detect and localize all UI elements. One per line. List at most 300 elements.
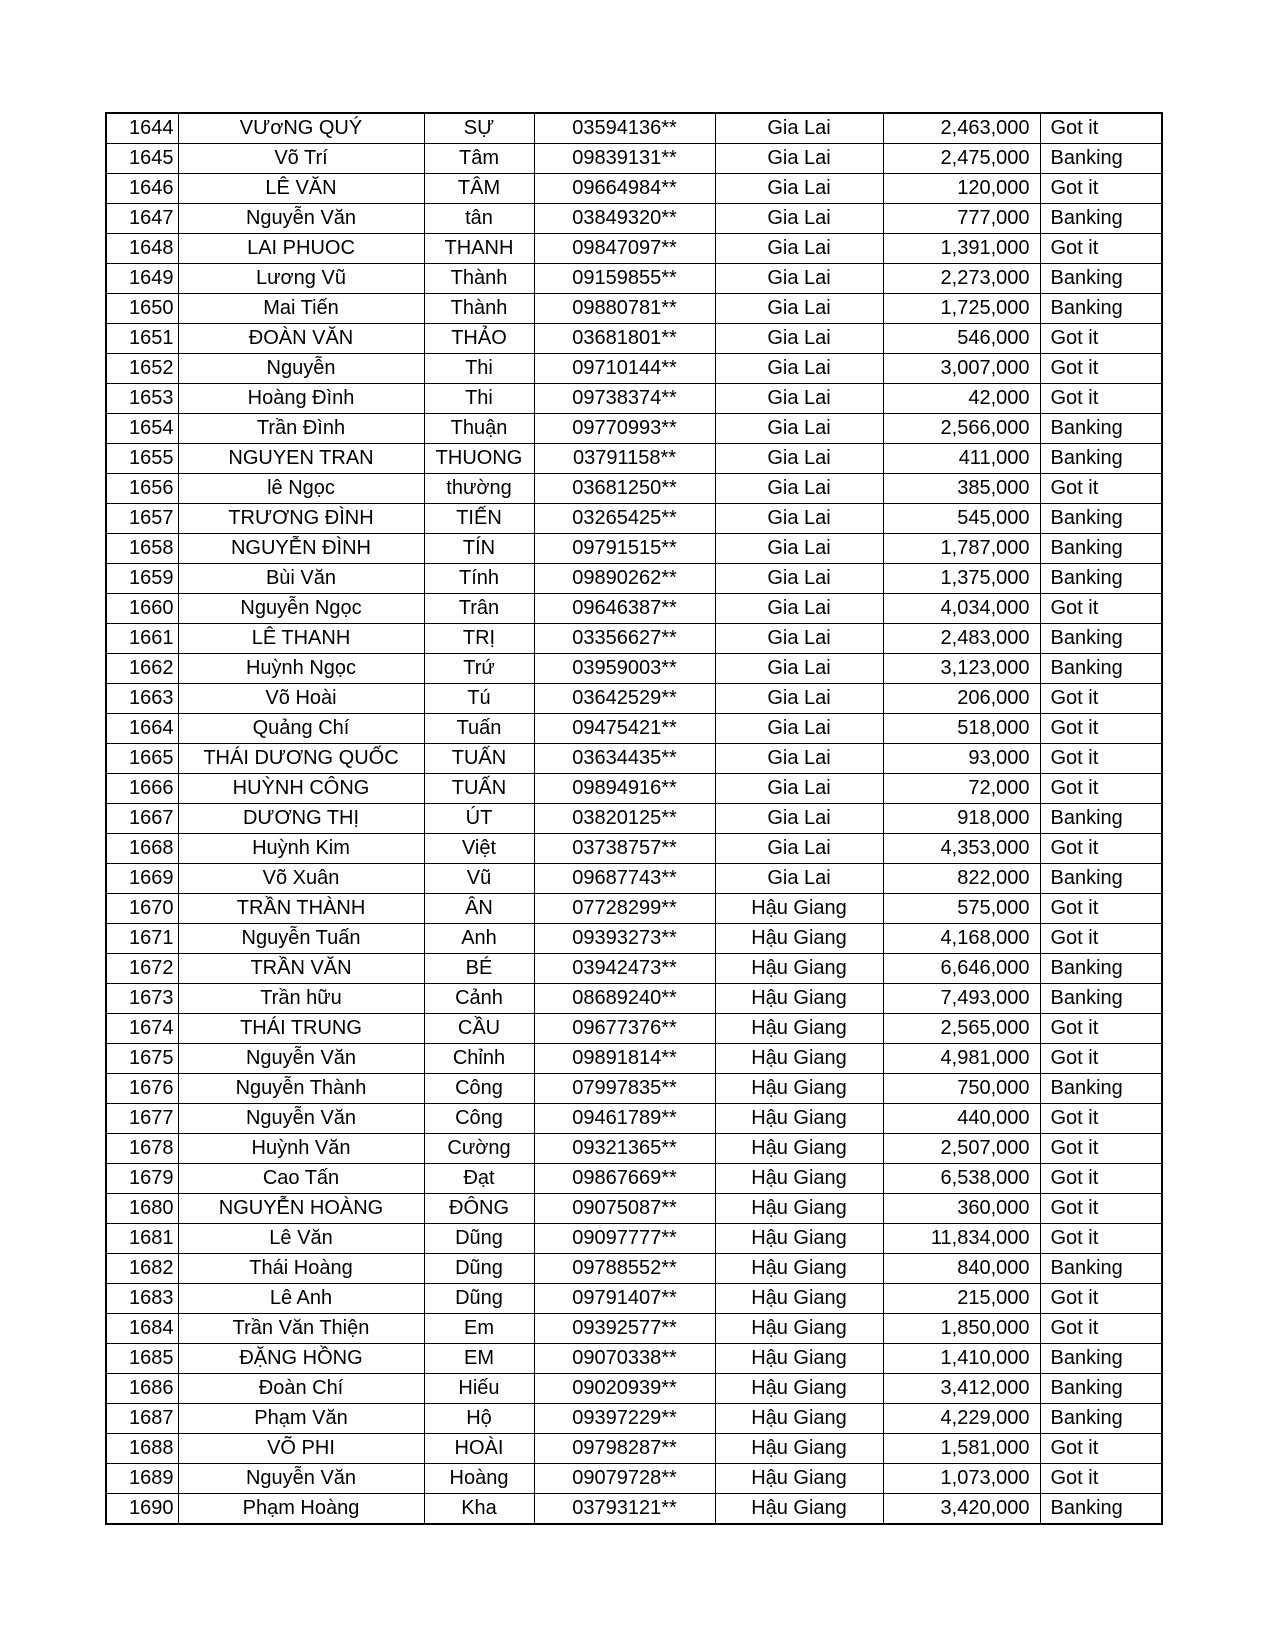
amount-cell: 3,420,000 — [883, 1494, 1040, 1525]
row-number-cell: 1650 — [106, 294, 178, 324]
row-number-cell: 1677 — [106, 1104, 178, 1134]
phone-cell: 09475421** — [534, 714, 715, 744]
first-name-cell: Đạt — [424, 1164, 534, 1194]
status-cell: Banking — [1040, 1374, 1162, 1404]
amount-cell: 4,034,000 — [883, 594, 1040, 624]
province-cell: Gia Lai — [715, 864, 883, 894]
amount-cell: 545,000 — [883, 504, 1040, 534]
phone-cell: 09397229** — [534, 1404, 715, 1434]
last-name-cell: NGUYỄN HOÀNG — [178, 1194, 424, 1224]
province-cell: Gia Lai — [715, 324, 883, 354]
row-number-cell: 1683 — [106, 1284, 178, 1314]
amount-cell: 750,000 — [883, 1074, 1040, 1104]
phone-cell: 09687743** — [534, 864, 715, 894]
table-row — [106, 654, 1162, 684]
amount-cell: 206,000 — [883, 684, 1040, 714]
status-cell: Banking — [1040, 444, 1162, 474]
province-cell: Gia Lai — [715, 834, 883, 864]
phone-cell: 09891814** — [534, 1044, 715, 1074]
first-name-cell: Trứ — [424, 654, 534, 684]
row-number-cell: 1665 — [106, 744, 178, 774]
first-name-cell: THẢO — [424, 324, 534, 354]
province-cell: Gia Lai — [715, 624, 883, 654]
amount-cell: 1,391,000 — [883, 234, 1040, 264]
last-name-cell: LAI PHUOC — [178, 234, 424, 264]
row-number-cell: 1671 — [106, 924, 178, 954]
first-name-cell: Thuận — [424, 414, 534, 444]
last-name-cell: Bùi Văn — [178, 564, 424, 594]
last-name-cell: DƯƠNG THỊ — [178, 804, 424, 834]
province-cell: Gia Lai — [715, 714, 883, 744]
status-cell: Got it — [1040, 113, 1162, 144]
last-name-cell: NGUYỄN ĐÌNH — [178, 534, 424, 564]
amount-cell: 2,566,000 — [883, 414, 1040, 444]
last-name-cell: TRẦN THÀNH — [178, 894, 424, 924]
table-row — [106, 924, 1162, 954]
status-cell: Banking — [1040, 534, 1162, 564]
province-cell: Hậu Giang — [715, 1014, 883, 1044]
first-name-cell: ÂN — [424, 894, 534, 924]
table-row — [106, 474, 1162, 504]
status-cell: Banking — [1040, 1344, 1162, 1374]
last-name-cell: LÊ THANH — [178, 624, 424, 654]
province-cell: Gia Lai — [715, 684, 883, 714]
province-cell: Hậu Giang — [715, 894, 883, 924]
province-cell: Gia Lai — [715, 474, 883, 504]
table-row — [106, 1194, 1162, 1224]
phone-cell: 03849320** — [534, 204, 715, 234]
phone-cell: 03820125** — [534, 804, 715, 834]
province-cell: Gia Lai — [715, 594, 883, 624]
last-name-cell: TRƯƠNG ĐÌNH — [178, 504, 424, 534]
phone-cell: 09159855** — [534, 264, 715, 294]
last-name-cell: ĐOÀN VĂN — [178, 324, 424, 354]
table-row — [106, 174, 1162, 204]
first-name-cell: Tuấn — [424, 714, 534, 744]
phone-cell: 09791407** — [534, 1284, 715, 1314]
status-cell: Got it — [1040, 774, 1162, 804]
first-name-cell: TUẤN — [424, 774, 534, 804]
first-name-cell: Thi — [424, 354, 534, 384]
status-cell: Got it — [1040, 1164, 1162, 1194]
phone-cell: 09880781** — [534, 294, 715, 324]
row-number-cell: 1648 — [106, 234, 178, 264]
province-cell: Gia Lai — [715, 294, 883, 324]
province-cell: Hậu Giang — [715, 1104, 883, 1134]
row-number-cell: 1651 — [106, 324, 178, 354]
phone-cell: 09738374** — [534, 384, 715, 414]
last-name-cell: Phạm Văn — [178, 1404, 424, 1434]
first-name-cell: CẦU — [424, 1014, 534, 1044]
table-row — [106, 1074, 1162, 1104]
status-cell: Got it — [1040, 1284, 1162, 1314]
first-name-cell: Cảnh — [424, 984, 534, 1014]
first-name-cell: TRỊ — [424, 624, 534, 654]
table-row — [106, 1044, 1162, 1074]
first-name-cell: ĐÔNG — [424, 1194, 534, 1224]
phone-cell: 09894916** — [534, 774, 715, 804]
last-name-cell: Cao Tấn — [178, 1164, 424, 1194]
status-cell: Banking — [1040, 264, 1162, 294]
last-name-cell: Huỳnh Văn — [178, 1134, 424, 1164]
row-number-cell: 1690 — [106, 1494, 178, 1525]
phone-cell: 09461789** — [534, 1104, 715, 1134]
amount-cell: 3,123,000 — [883, 654, 1040, 684]
first-name-cell: ÚT — [424, 804, 534, 834]
first-name-cell: Tú — [424, 684, 534, 714]
row-number-cell: 1662 — [106, 654, 178, 684]
last-name-cell: Nguyễn Ngọc — [178, 594, 424, 624]
row-number-cell: 1652 — [106, 354, 178, 384]
table-row — [106, 414, 1162, 444]
last-name-cell: NGUYEN TRAN — [178, 444, 424, 474]
amount-cell: 840,000 — [883, 1254, 1040, 1284]
status-cell: Got it — [1040, 174, 1162, 204]
table-row — [106, 864, 1162, 894]
first-name-cell: Chỉnh — [424, 1044, 534, 1074]
phone-cell: 03791158** — [534, 444, 715, 474]
amount-cell: 72,000 — [883, 774, 1040, 804]
province-cell: Gia Lai — [715, 744, 883, 774]
table-row — [106, 984, 1162, 1014]
amount-cell: 11,834,000 — [883, 1224, 1040, 1254]
row-number-cell: 1684 — [106, 1314, 178, 1344]
last-name-cell: Huỳnh Ngọc — [178, 654, 424, 684]
table-row — [106, 444, 1162, 474]
province-cell: Hậu Giang — [715, 1434, 883, 1464]
last-name-cell: Nguyễn — [178, 354, 424, 384]
last-name-cell: THÁI TRUNG — [178, 1014, 424, 1044]
row-number-cell: 1667 — [106, 804, 178, 834]
status-cell: Banking — [1040, 204, 1162, 234]
province-cell: Gia Lai — [715, 204, 883, 234]
status-cell: Got it — [1040, 1224, 1162, 1254]
row-number-cell: 1647 — [106, 204, 178, 234]
row-number-cell: 1672 — [106, 954, 178, 984]
amount-cell: 93,000 — [883, 744, 1040, 774]
amount-cell: 4,168,000 — [883, 924, 1040, 954]
first-name-cell: Vũ — [424, 864, 534, 894]
table-row — [106, 1164, 1162, 1194]
province-cell: Gia Lai — [715, 654, 883, 684]
last-name-cell: Võ Hoài — [178, 684, 424, 714]
phone-cell: 09798287** — [534, 1434, 715, 1464]
phone-cell: 09710144** — [534, 354, 715, 384]
last-name-cell: Lê Văn — [178, 1224, 424, 1254]
phone-cell: 03942473** — [534, 954, 715, 984]
phone-cell: 09677376** — [534, 1014, 715, 1044]
status-cell: Got it — [1040, 1314, 1162, 1344]
amount-cell: 3,007,000 — [883, 354, 1040, 384]
status-cell: Got it — [1040, 1194, 1162, 1224]
row-number-cell: 1644 — [106, 113, 178, 144]
table-row — [106, 1494, 1162, 1525]
status-cell: Banking — [1040, 864, 1162, 894]
phone-cell: 09867669** — [534, 1164, 715, 1194]
amount-cell: 1,581,000 — [883, 1434, 1040, 1464]
status-cell: Got it — [1040, 744, 1162, 774]
province-cell: Hậu Giang — [715, 1224, 883, 1254]
province-cell: Hậu Giang — [715, 1044, 883, 1074]
province-cell: Hậu Giang — [715, 984, 883, 1014]
status-cell: Got it — [1040, 834, 1162, 864]
table-row — [106, 714, 1162, 744]
first-name-cell: THUONG — [424, 444, 534, 474]
phone-cell: 09075087** — [534, 1194, 715, 1224]
status-cell: Got it — [1040, 594, 1162, 624]
amount-cell: 822,000 — [883, 864, 1040, 894]
first-name-cell: Dũng — [424, 1284, 534, 1314]
province-cell: Hậu Giang — [715, 1344, 883, 1374]
phone-cell: 09079728** — [534, 1464, 715, 1494]
province-cell: Gia Lai — [715, 444, 883, 474]
table-row — [106, 534, 1162, 564]
first-name-cell: Thi — [424, 384, 534, 414]
last-name-cell: Huỳnh Kim — [178, 834, 424, 864]
first-name-cell: Trân — [424, 594, 534, 624]
last-name-cell: Trần Đình — [178, 414, 424, 444]
amount-cell: 518,000 — [883, 714, 1040, 744]
table-row — [106, 204, 1162, 234]
status-cell: Banking — [1040, 504, 1162, 534]
province-cell: Hậu Giang — [715, 1494, 883, 1525]
amount-cell: 575,000 — [883, 894, 1040, 924]
row-number-cell: 1649 — [106, 264, 178, 294]
amount-cell: 215,000 — [883, 1284, 1040, 1314]
phone-cell: 09392577** — [534, 1314, 715, 1344]
first-name-cell: Dũng — [424, 1254, 534, 1284]
table-row — [106, 384, 1162, 414]
last-name-cell: Thái Hoàng — [178, 1254, 424, 1284]
province-cell: Hậu Giang — [715, 1374, 883, 1404]
table-row — [106, 804, 1162, 834]
last-name-cell: HUỲNH CÔNG — [178, 774, 424, 804]
amount-cell: 546,000 — [883, 324, 1040, 354]
phone-cell: 03265425** — [534, 504, 715, 534]
table-row — [106, 354, 1162, 384]
phone-cell: 03793121** — [534, 1494, 715, 1525]
phone-cell: 09890262** — [534, 564, 715, 594]
province-cell: Gia Lai — [715, 174, 883, 204]
amount-cell: 2,475,000 — [883, 144, 1040, 174]
amount-cell: 42,000 — [883, 384, 1040, 414]
province-cell: Gia Lai — [715, 504, 883, 534]
table-row — [106, 1314, 1162, 1344]
last-name-cell: ĐẶNG HỒNG — [178, 1344, 424, 1374]
last-name-cell: Trần Văn Thiện — [178, 1314, 424, 1344]
row-number-cell: 1673 — [106, 984, 178, 1014]
province-cell: Hậu Giang — [715, 954, 883, 984]
table-row — [106, 234, 1162, 264]
amount-cell: 1,850,000 — [883, 1314, 1040, 1344]
row-number-cell: 1661 — [106, 624, 178, 654]
phone-cell: 09791515** — [534, 534, 715, 564]
province-cell: Gia Lai — [715, 144, 883, 174]
row-number-cell: 1660 — [106, 594, 178, 624]
row-number-cell: 1682 — [106, 1254, 178, 1284]
status-cell: Banking — [1040, 414, 1162, 444]
table-row — [106, 564, 1162, 594]
last-name-cell: Nguyễn Thành — [178, 1074, 424, 1104]
amount-cell: 2,507,000 — [883, 1134, 1040, 1164]
phone-cell: 03681250** — [534, 474, 715, 504]
province-cell: Hậu Giang — [715, 1284, 883, 1314]
province-cell: Gia Lai — [715, 534, 883, 564]
first-name-cell: Cường — [424, 1134, 534, 1164]
table-row — [106, 1104, 1162, 1134]
last-name-cell: THÁI DƯƠNG QUỐC — [178, 744, 424, 774]
status-cell: Got it — [1040, 324, 1162, 354]
phone-cell: 09839131** — [534, 144, 715, 174]
table-row — [106, 1014, 1162, 1044]
province-cell: Hậu Giang — [715, 1194, 883, 1224]
first-name-cell: BÉ — [424, 954, 534, 984]
province-cell: Gia Lai — [715, 384, 883, 414]
province-cell: Hậu Giang — [715, 1254, 883, 1284]
phone-cell: 09788552** — [534, 1254, 715, 1284]
table-row — [106, 744, 1162, 774]
amount-cell: 385,000 — [883, 474, 1040, 504]
first-name-cell: TUẤN — [424, 744, 534, 774]
table-row — [106, 954, 1162, 984]
first-name-cell: Thành — [424, 294, 534, 324]
status-cell: Got it — [1040, 1434, 1162, 1464]
last-name-cell: Lương Vũ — [178, 264, 424, 294]
amount-cell: 360,000 — [883, 1194, 1040, 1224]
table-row — [106, 1254, 1162, 1284]
row-number-cell: 1679 — [106, 1164, 178, 1194]
amount-cell: 2,483,000 — [883, 624, 1040, 654]
first-name-cell: EM — [424, 1344, 534, 1374]
table-row — [106, 1464, 1162, 1494]
table-row — [106, 1374, 1162, 1404]
row-number-cell: 1681 — [106, 1224, 178, 1254]
amount-cell: 4,353,000 — [883, 834, 1040, 864]
phone-cell: 09097777** — [534, 1224, 715, 1254]
province-cell: Hậu Giang — [715, 1134, 883, 1164]
status-cell: Banking — [1040, 654, 1162, 684]
status-cell: Got it — [1040, 1104, 1162, 1134]
status-cell: Banking — [1040, 1074, 1162, 1104]
row-number-cell: 1668 — [106, 834, 178, 864]
status-cell: Banking — [1040, 1494, 1162, 1525]
last-name-cell: Nguyễn Văn — [178, 1464, 424, 1494]
row-number-cell: 1670 — [106, 894, 178, 924]
status-cell: Got it — [1040, 234, 1162, 264]
table-row — [106, 264, 1162, 294]
phone-cell: 07997835** — [534, 1074, 715, 1104]
table-row — [106, 1224, 1162, 1254]
province-cell: Hậu Giang — [715, 1404, 883, 1434]
first-name-cell: Hộ — [424, 1404, 534, 1434]
province-cell: Gia Lai — [715, 564, 883, 594]
phone-cell: 03681801** — [534, 324, 715, 354]
status-cell: Got it — [1040, 384, 1162, 414]
last-name-cell: Đoàn Chí — [178, 1374, 424, 1404]
status-cell: Banking — [1040, 804, 1162, 834]
last-name-cell: Mai Tiến — [178, 294, 424, 324]
last-name-cell: Lê Anh — [178, 1284, 424, 1314]
first-name-cell: Việt — [424, 834, 534, 864]
amount-cell: 6,646,000 — [883, 954, 1040, 984]
row-number-cell: 1664 — [106, 714, 178, 744]
table-row — [106, 113, 1162, 144]
last-name-cell: Nguyễn Văn — [178, 1104, 424, 1134]
row-number-cell: 1678 — [106, 1134, 178, 1164]
row-number-cell: 1675 — [106, 1044, 178, 1074]
phone-cell: 03738757** — [534, 834, 715, 864]
amount-cell: 411,000 — [883, 444, 1040, 474]
phone-cell: 09847097** — [534, 234, 715, 264]
last-name-cell: Võ Trí — [178, 144, 424, 174]
table-row — [106, 1134, 1162, 1164]
status-cell: Banking — [1040, 624, 1162, 654]
first-name-cell: Thành — [424, 264, 534, 294]
row-number-cell: 1658 — [106, 534, 178, 564]
table-row — [106, 834, 1162, 864]
status-cell: Banking — [1040, 564, 1162, 594]
province-cell: Gia Lai — [715, 774, 883, 804]
phone-cell: 03634435** — [534, 744, 715, 774]
amount-cell: 1,375,000 — [883, 564, 1040, 594]
amount-cell: 2,565,000 — [883, 1014, 1040, 1044]
last-name-cell: Nguyễn Văn — [178, 1044, 424, 1074]
row-number-cell: 1655 — [106, 444, 178, 474]
first-name-cell: thường — [424, 474, 534, 504]
table-row — [106, 1434, 1162, 1464]
first-name-cell: Kha — [424, 1494, 534, 1525]
row-number-cell: 1646 — [106, 174, 178, 204]
first-name-cell: TÍN — [424, 534, 534, 564]
last-name-cell: lê Ngọc — [178, 474, 424, 504]
row-number-cell: 1645 — [106, 144, 178, 174]
province-cell: Hậu Giang — [715, 1464, 883, 1494]
last-name-cell: TRẦN VĂN — [178, 954, 424, 984]
last-name-cell: Hoàng Đình — [178, 384, 424, 414]
province-cell: Hậu Giang — [715, 1314, 883, 1344]
table-row — [106, 1284, 1162, 1314]
row-number-cell: 1656 — [106, 474, 178, 504]
last-name-cell: VƯơNG QUÝ — [178, 113, 424, 144]
amount-cell: 440,000 — [883, 1104, 1040, 1134]
table-row — [106, 894, 1162, 924]
row-number-cell: 1688 — [106, 1434, 178, 1464]
table-row — [106, 324, 1162, 354]
phone-cell: 03356627** — [534, 624, 715, 654]
last-name-cell: VÕ PHI — [178, 1434, 424, 1464]
amount-cell: 1,073,000 — [883, 1464, 1040, 1494]
phone-cell: 03959003** — [534, 654, 715, 684]
first-name-cell: HOÀI — [424, 1434, 534, 1464]
status-cell: Got it — [1040, 1044, 1162, 1074]
amount-cell: 1,410,000 — [883, 1344, 1040, 1374]
amount-cell: 120,000 — [883, 174, 1040, 204]
table-row — [106, 594, 1162, 624]
first-name-cell: Dũng — [424, 1224, 534, 1254]
phone-cell: 07728299** — [534, 894, 715, 924]
status-cell: Got it — [1040, 894, 1162, 924]
status-cell: Got it — [1040, 714, 1162, 744]
first-name-cell: Công — [424, 1074, 534, 1104]
row-number-cell: 1674 — [106, 1014, 178, 1044]
phone-cell: 09393273** — [534, 924, 715, 954]
last-name-cell: Nguyễn Tuấn — [178, 924, 424, 954]
first-name-cell: Hoàng — [424, 1464, 534, 1494]
status-cell: Got it — [1040, 1014, 1162, 1044]
last-name-cell: Võ Xuân — [178, 864, 424, 894]
row-number-cell: 1686 — [106, 1374, 178, 1404]
amount-cell: 4,229,000 — [883, 1404, 1040, 1434]
